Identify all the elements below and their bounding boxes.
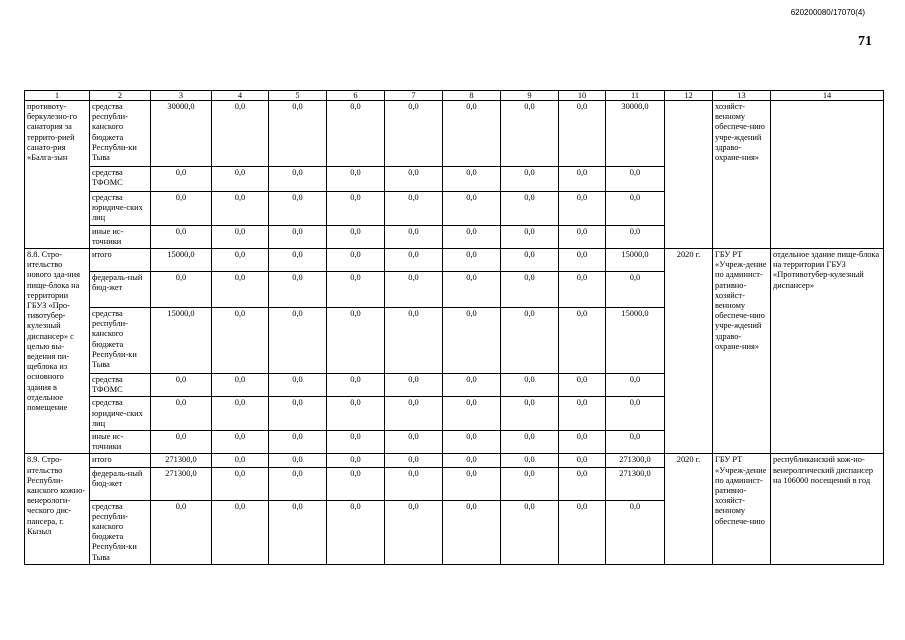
value-cell: 0,0: [443, 308, 501, 374]
value-cell: 0,0: [501, 374, 559, 397]
value-cell: 0,0: [606, 167, 665, 192]
funding-source: итого: [90, 454, 151, 467]
value-cell: 0,0: [501, 467, 559, 500]
value-cell: 0,0: [559, 431, 606, 454]
value-cell: 0,0: [269, 374, 327, 397]
year-cell: [665, 101, 713, 249]
table-row: [25, 249, 884, 272]
value-cell: 0,0: [385, 167, 443, 192]
value-cell: 271300,0: [606, 467, 665, 500]
value-cell: 0,0: [212, 272, 269, 308]
col-header: 5: [269, 91, 327, 101]
value-cell: 0,0: [606, 397, 665, 431]
value-cell: 0,0: [212, 308, 269, 374]
col-header: 3: [151, 91, 212, 101]
value-cell: 0,0: [443, 397, 501, 431]
value-cell: 0,0: [327, 249, 385, 272]
value-cell: 30000,0: [151, 101, 212, 167]
value-cell: 0,0: [559, 101, 606, 167]
value-cell: 0,0: [606, 431, 665, 454]
value-cell: 0,0: [559, 374, 606, 397]
value-cell: 0,0: [443, 431, 501, 454]
value-cell: 0,0: [151, 374, 212, 397]
value-cell: 0,0: [269, 308, 327, 374]
value-cell: 0,0: [501, 308, 559, 374]
funding-source: средства республи-канского бюджета Республи-ки Тыва: [90, 308, 151, 374]
value-cell: 0,0: [212, 192, 269, 226]
value-cell: 0,0: [443, 225, 501, 248]
value-cell: 0,0: [269, 500, 327, 564]
result-cell: [771, 101, 884, 249]
value-cell: 0,0: [385, 500, 443, 564]
value-cell: 0,0: [385, 225, 443, 248]
value-cell: 0,0: [212, 467, 269, 500]
value-cell: 0,0: [559, 308, 606, 374]
value-cell: 0,0: [151, 192, 212, 226]
measure-name: 8.8. Стро-ительство нового зда-ния пище-блока на территории ГБУЗ «Про-тивотубер-кулезный диспансер» с целью вы-ведения пи-щеблока из основного здания в отдельное помещение: [25, 249, 90, 454]
col-header: 9: [501, 91, 559, 101]
value-cell: 0,0: [385, 192, 443, 226]
header-row: [25, 91, 884, 101]
value-cell: 0,0: [501, 272, 559, 308]
col-header: 12: [665, 91, 713, 101]
value-cell: 15000,0: [151, 249, 212, 272]
value-cell: 0,0: [327, 308, 385, 374]
value-cell: 0,0: [606, 192, 665, 226]
table-row: [25, 101, 884, 167]
value-cell: 271300,0: [606, 454, 665, 467]
value-cell: 0,0: [212, 431, 269, 454]
value-cell: 0,0: [606, 272, 665, 308]
value-cell: 0,0: [501, 225, 559, 248]
value-cell: 0,0: [443, 192, 501, 226]
value-cell: 0,0: [501, 431, 559, 454]
program-table: [24, 90, 884, 565]
table-row: [25, 454, 884, 467]
col-header: 7: [385, 91, 443, 101]
document-id: 620200080/17070(4): [790, 8, 865, 17]
value-cell: 0,0: [151, 167, 212, 192]
value-cell: 30000,0: [606, 101, 665, 167]
col-header: 6: [327, 91, 385, 101]
value-cell: 0,0: [327, 397, 385, 431]
value-cell: 271300,0: [151, 454, 212, 467]
value-cell: 0,0: [269, 397, 327, 431]
value-cell: 0,0: [327, 167, 385, 192]
value-cell: 0,0: [327, 500, 385, 564]
value-cell: 0,0: [606, 500, 665, 564]
value-cell: 0,0: [501, 397, 559, 431]
funding-source: средства юридиче-ских лиц: [90, 397, 151, 431]
value-cell: 0,0: [269, 101, 327, 167]
col-header: 10: [559, 91, 606, 101]
value-cell: 0,0: [327, 272, 385, 308]
value-cell: 0,0: [327, 225, 385, 248]
value-cell: 0,0: [501, 167, 559, 192]
value-cell: 0,0: [501, 500, 559, 564]
page-number: 71: [858, 34, 872, 49]
value-cell: 0,0: [327, 467, 385, 500]
value-cell: 0,0: [559, 192, 606, 226]
value-cell: 0,0: [385, 454, 443, 467]
value-cell: 0,0: [443, 454, 501, 467]
value-cell: 0,0: [385, 272, 443, 308]
funding-source: средства юридиче-ских лиц: [90, 192, 151, 226]
value-cell: 0,0: [269, 467, 327, 500]
year-cell: 2020 г.: [665, 454, 713, 564]
funding-source: средства ТФОМС: [90, 374, 151, 397]
value-cell: 0,0: [327, 192, 385, 226]
value-cell: 0,0: [443, 101, 501, 167]
funding-source: иные ис-точники: [90, 431, 151, 454]
value-cell: 0,0: [606, 225, 665, 248]
value-cell: 0,0: [443, 500, 501, 564]
value-cell: 0,0: [443, 467, 501, 500]
value-cell: 0,0: [385, 374, 443, 397]
funding-source: федераль-ный бюд-жет: [90, 272, 151, 308]
value-cell: 0,0: [559, 454, 606, 467]
value-cell: 0,0: [212, 500, 269, 564]
value-cell: 0,0: [212, 374, 269, 397]
value-cell: 0,0: [385, 431, 443, 454]
measure-name: противоту-беркулезно-го санатория за террито-рией санато-рия «Балга-зын: [25, 101, 90, 249]
value-cell: 0,0: [559, 225, 606, 248]
value-cell: 271300,0: [151, 467, 212, 500]
value-cell: 0,0: [501, 249, 559, 272]
value-cell: 0,0: [385, 101, 443, 167]
value-cell: 0,0: [385, 249, 443, 272]
value-cell: 0,0: [385, 467, 443, 500]
value-cell: 0,0: [559, 397, 606, 431]
value-cell: 0,0: [212, 249, 269, 272]
value-cell: 0,0: [269, 225, 327, 248]
value-cell: 0,0: [212, 454, 269, 467]
value-cell: 0,0: [443, 167, 501, 192]
col-header: 1: [25, 91, 90, 101]
measure-name: 8.9. Стро-ительство Республи-канского кожно-венерологи-ческого дис-пансера, г. Кызыл: [25, 454, 90, 564]
col-header: 2: [90, 91, 151, 101]
col-header: 8: [443, 91, 501, 101]
value-cell: 0,0: [443, 249, 501, 272]
value-cell: 0,0: [269, 192, 327, 226]
value-cell: 0,0: [501, 101, 559, 167]
funding-source: иные ис-точники: [90, 225, 151, 248]
value-cell: 0,0: [327, 374, 385, 397]
value-cell: 0,0: [212, 225, 269, 248]
funding-source: средства республи-канского бюджета Республи-ки Тыва: [90, 500, 151, 564]
value-cell: 0,0: [385, 308, 443, 374]
value-cell: 0,0: [559, 272, 606, 308]
value-cell: 0,0: [327, 431, 385, 454]
executor-cell: хозяйст-венному обеспече-нию учре-ждений здраво-охране-ния»: [713, 101, 771, 249]
value-cell: 0,0: [269, 272, 327, 308]
funding-source: итого: [90, 249, 151, 272]
value-cell: 0,0: [212, 101, 269, 167]
value-cell: 0,0: [269, 431, 327, 454]
result-cell: республиканский кож-но-венеролгический диспансер на 106000 посещений в год: [771, 454, 884, 564]
value-cell: 0,0: [443, 374, 501, 397]
executor-cell: ГБУ РТ «Учреж-дение по админист-ративно-хозяйст-венному обеспече-нию учре-ждений здраво-охране-ния»: [713, 249, 771, 454]
executor-cell: ГБУ РТ «Учреж-дение по админист-ративно-хозяйст-венному обеспече-нию: [713, 454, 771, 564]
value-cell: 0,0: [327, 454, 385, 467]
funding-source: средства республи-канского бюджета Республи-ки Тыва: [90, 101, 151, 167]
value-cell: 0,0: [151, 431, 212, 454]
col-header: 4: [212, 91, 269, 101]
value-cell: 0,0: [559, 249, 606, 272]
value-cell: 0,0: [212, 397, 269, 431]
funding-source: средства ТФОМС: [90, 167, 151, 192]
value-cell: 0,0: [385, 397, 443, 431]
col-header: 13: [713, 91, 771, 101]
value-cell: 15000,0: [606, 249, 665, 272]
value-cell: 0,0: [151, 397, 212, 431]
value-cell: 0,0: [151, 225, 212, 248]
result-cell: отдельное здание пище-блока на территории ГБУЗ «Противотубер-кулезный диспансер»: [771, 249, 884, 454]
value-cell: 0,0: [501, 454, 559, 467]
value-cell: 0,0: [501, 192, 559, 226]
funding-source: федераль-ный бюд-жет: [90, 467, 151, 500]
value-cell: 0,0: [151, 272, 212, 308]
value-cell: 0,0: [559, 500, 606, 564]
col-header: 14: [771, 91, 884, 101]
value-cell: 0,0: [606, 374, 665, 397]
value-cell: 0,0: [212, 167, 269, 192]
value-cell: 0,0: [559, 467, 606, 500]
value-cell: 0,0: [269, 167, 327, 192]
value-cell: 0,0: [269, 454, 327, 467]
value-cell: 0,0: [151, 500, 212, 564]
value-cell: 15000,0: [606, 308, 665, 374]
year-cell: 2020 г.: [665, 249, 713, 454]
value-cell: 0,0: [559, 167, 606, 192]
value-cell: 15000,0: [151, 308, 212, 374]
col-header: 11: [606, 91, 665, 101]
value-cell: 0,0: [269, 249, 327, 272]
value-cell: 0,0: [327, 101, 385, 167]
value-cell: 0,0: [443, 272, 501, 308]
